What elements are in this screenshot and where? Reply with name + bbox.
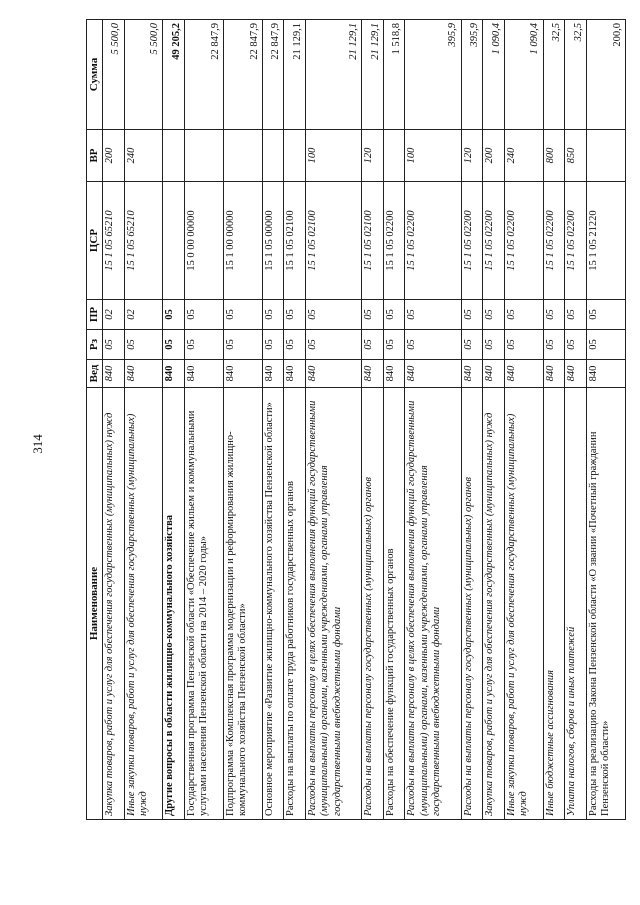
table-row [405,20,461,820]
cell-rz: 05 [405,330,461,360]
cell-vr: 200 [102,130,124,182]
cell-csr: 15 1 05 00000 [262,182,284,300]
cell-sum: 21 129,1 [306,20,362,130]
cell-name: Расходы на выплаты персоналу государственных (муниципальных) органов [461,388,483,820]
cell-pr: 05 [284,300,306,330]
header-rz: Рз [87,330,103,360]
cell-csr: 15 1 05 02200 [504,182,543,300]
cell-vr: 120 [362,130,384,182]
cell-ved: 840 [586,360,625,388]
cell-vr: 240 [504,130,543,182]
cell-name: Расходы на выплаты персоналу в целях обеспечения выполнения функций государственными (муниципальными) органами, казенными учреждениями, органами управления государственными внебюджетными фондами [405,388,461,820]
cell-name: Подпрограмма «Комплексная программа модернизации и реформирования жилищно-коммунального хозяйства Пензенской области» [223,388,262,820]
cell-ved: 840 [383,360,405,388]
cell-rz: 05 [163,330,185,360]
cell-csr: 15 1 05 21220 [586,182,625,300]
cell-csr: 15 1 05 02200 [405,182,461,300]
cell-vr [163,130,185,182]
cell-sum: 1 090,4 [504,20,543,130]
cell-rz: 05 [262,330,284,360]
table-row [284,20,306,820]
cell-sum: 49 205,2 [163,20,185,130]
cell-pr: 05 [504,300,543,330]
cell-name: Основное мероприятие «Развитие жилищно-коммунального хозяйства Пензенской области» [262,388,284,820]
cell-pr: 05 [565,300,587,330]
cell-rz: 05 [306,330,362,360]
cell-rz: 05 [362,330,384,360]
cell-vr [262,130,284,182]
cell-ved: 840 [306,360,362,388]
cell-rz: 05 [124,330,163,360]
cell-ved: 840 [461,360,483,388]
cell-pr: 05 [185,300,224,330]
table-row [102,20,124,820]
cell-pr: 05 [223,300,262,330]
cell-pr: 02 [102,300,124,330]
cell-name: Государственная программа Пензенской области «Обеспечение жильем и коммунальными услугами населения Пензенской области на 2014 – 2020 годы» [185,388,224,820]
cell-csr: 15 1 05 02200 [461,182,483,300]
cell-csr: 15 1 05 02100 [284,182,306,300]
cell-sum: 21 129,1 [362,20,384,130]
cell-pr: 05 [483,300,505,330]
cell-name: Закупка товаров, работ и услуг для обеспечения государственных (муниципальных) нужд [483,388,505,820]
cell-rz: 05 [383,330,405,360]
cell-rz: 05 [504,330,543,360]
table-row [543,20,565,820]
cell-name: Другие вопросы в области жилищно-коммунального хозяйства [163,388,185,820]
cell-pr: 05 [306,300,362,330]
cell-sum: 22 847,9 [262,20,284,130]
cell-sum: 395,9 [405,20,461,130]
cell-pr: 05 [383,300,405,330]
cell-ved: 840 [185,360,224,388]
cell-rz: 05 [284,330,306,360]
cell-pr: 05 [543,300,565,330]
table-row [124,20,163,820]
cell-csr [163,182,185,300]
table-row [383,20,405,820]
cell-rz: 05 [185,330,224,360]
cell-ved: 840 [543,360,565,388]
header-pr: ПР [87,300,103,330]
cell-name: Расходы на выплаты по оплате труда работников государственных органов [284,388,306,820]
cell-vr: 120 [461,130,483,182]
cell-sum: 32,5 [565,20,587,130]
cell-name: Иные закупки товаров, работ и услуг для обеспечения государственных (муниципальных) нужд [124,388,163,820]
cell-pr: 05 [262,300,284,330]
cell-csr: 15 1 00 00000 [223,182,262,300]
table-row [483,20,505,820]
cell-sum: 5 500,0 [102,20,124,130]
cell-name: Расходы на выплаты персоналу государственных (муниципальных) органов [362,388,384,820]
cell-rz: 05 [586,330,625,360]
cell-vr: 200 [483,130,505,182]
table-row [223,20,262,820]
table-row [163,20,185,820]
cell-name: Уплата налогов, сборов и иных платежей [565,388,587,820]
cell-ved: 840 [565,360,587,388]
table-row [586,20,625,820]
cell-rz: 05 [223,330,262,360]
header-sum: Сумма [87,20,103,130]
rotated-table-container [86,20,626,820]
cell-name: Иные бюджетные ассигнования [543,388,565,820]
cell-pr: 05 [586,300,625,330]
cell-pr: 02 [124,300,163,330]
cell-vr [284,130,306,182]
table-row [306,20,362,820]
cell-csr: 15 1 05 65210 [102,182,124,300]
cell-name: Расходы на обеспечение функций государственных органов [383,388,405,820]
cell-csr: 15 1 05 02200 [483,182,505,300]
cell-pr: 05 [405,300,461,330]
cell-ved: 840 [362,360,384,388]
cell-rz: 05 [483,330,505,360]
cell-pr: 05 [163,300,185,330]
header-csr: ЦСР [87,182,103,300]
cell-csr: 15 1 05 02200 [543,182,565,300]
cell-rz: 05 [102,330,124,360]
cell-rz: 05 [461,330,483,360]
cell-vr [383,130,405,182]
cell-ved: 840 [504,360,543,388]
table-row [504,20,543,820]
cell-ved: 840 [284,360,306,388]
cell-vr [223,130,262,182]
cell-ved: 840 [223,360,262,388]
cell-vr: 100 [405,130,461,182]
cell-sum: 1 090,4 [483,20,505,130]
cell-vr [185,130,224,182]
cell-vr: 240 [124,130,163,182]
cell-name: Расходы на выплаты персоналу в целях обеспечения выполнения функций государственными (муниципальными) органами, казенными учреждениями, органами управления государственными внебюджетными фондами [306,388,362,820]
cell-pr: 05 [362,300,384,330]
cell-csr: 15 1 05 02100 [362,182,384,300]
cell-sum: 5 500,0 [124,20,163,130]
cell-ved: 840 [102,360,124,388]
cell-rz: 05 [543,330,565,360]
table-row [565,20,587,820]
cell-csr: 15 1 05 02200 [565,182,587,300]
budget-table [86,19,626,820]
cell-sum: 1 518,8 [383,20,405,130]
cell-sum: 32,5 [543,20,565,130]
header-ved: Вед [87,360,103,388]
cell-ved: 840 [483,360,505,388]
cell-vr: 800 [543,130,565,182]
table-header-row [87,20,103,820]
cell-sum: 22 847,9 [185,20,224,130]
cell-vr [586,130,625,182]
table-row [461,20,483,820]
cell-ved: 840 [262,360,284,388]
cell-rz: 05 [565,330,587,360]
cell-name: Иные закупки товаров, работ и услуг для обеспечения государственных (муниципальных) нужд [504,388,543,820]
cell-sum: 21 129,1 [284,20,306,130]
cell-sum: 395,9 [461,20,483,130]
cell-csr: 15 1 05 02100 [306,182,362,300]
header-name: Наименование [87,388,103,820]
table-row [185,20,224,820]
cell-sum: 22 847,9 [223,20,262,130]
cell-name: Закупка товаров, работ и услуг для обеспечения государственных (муниципальных) нужд [102,388,124,820]
cell-name: Расходы на реализацию Закона Пензенской области «О звании «Почетный гражданин Пензенской области» [586,388,625,820]
cell-pr: 05 [461,300,483,330]
cell-vr: 850 [565,130,587,182]
header-vr: ВР [87,130,103,182]
cell-sum: 200,0 [586,20,625,130]
table-row [262,20,284,820]
cell-ved: 840 [163,360,185,388]
page-number: 314 [29,434,45,454]
cell-ved: 840 [405,360,461,388]
table-body [102,20,625,820]
table-row [362,20,384,820]
cell-ved: 840 [124,360,163,388]
cell-vr: 100 [306,130,362,182]
cell-csr: 15 1 05 02200 [383,182,405,300]
cell-csr: 15 0 00 00000 [185,182,224,300]
cell-csr: 15 1 05 65210 [124,182,163,300]
